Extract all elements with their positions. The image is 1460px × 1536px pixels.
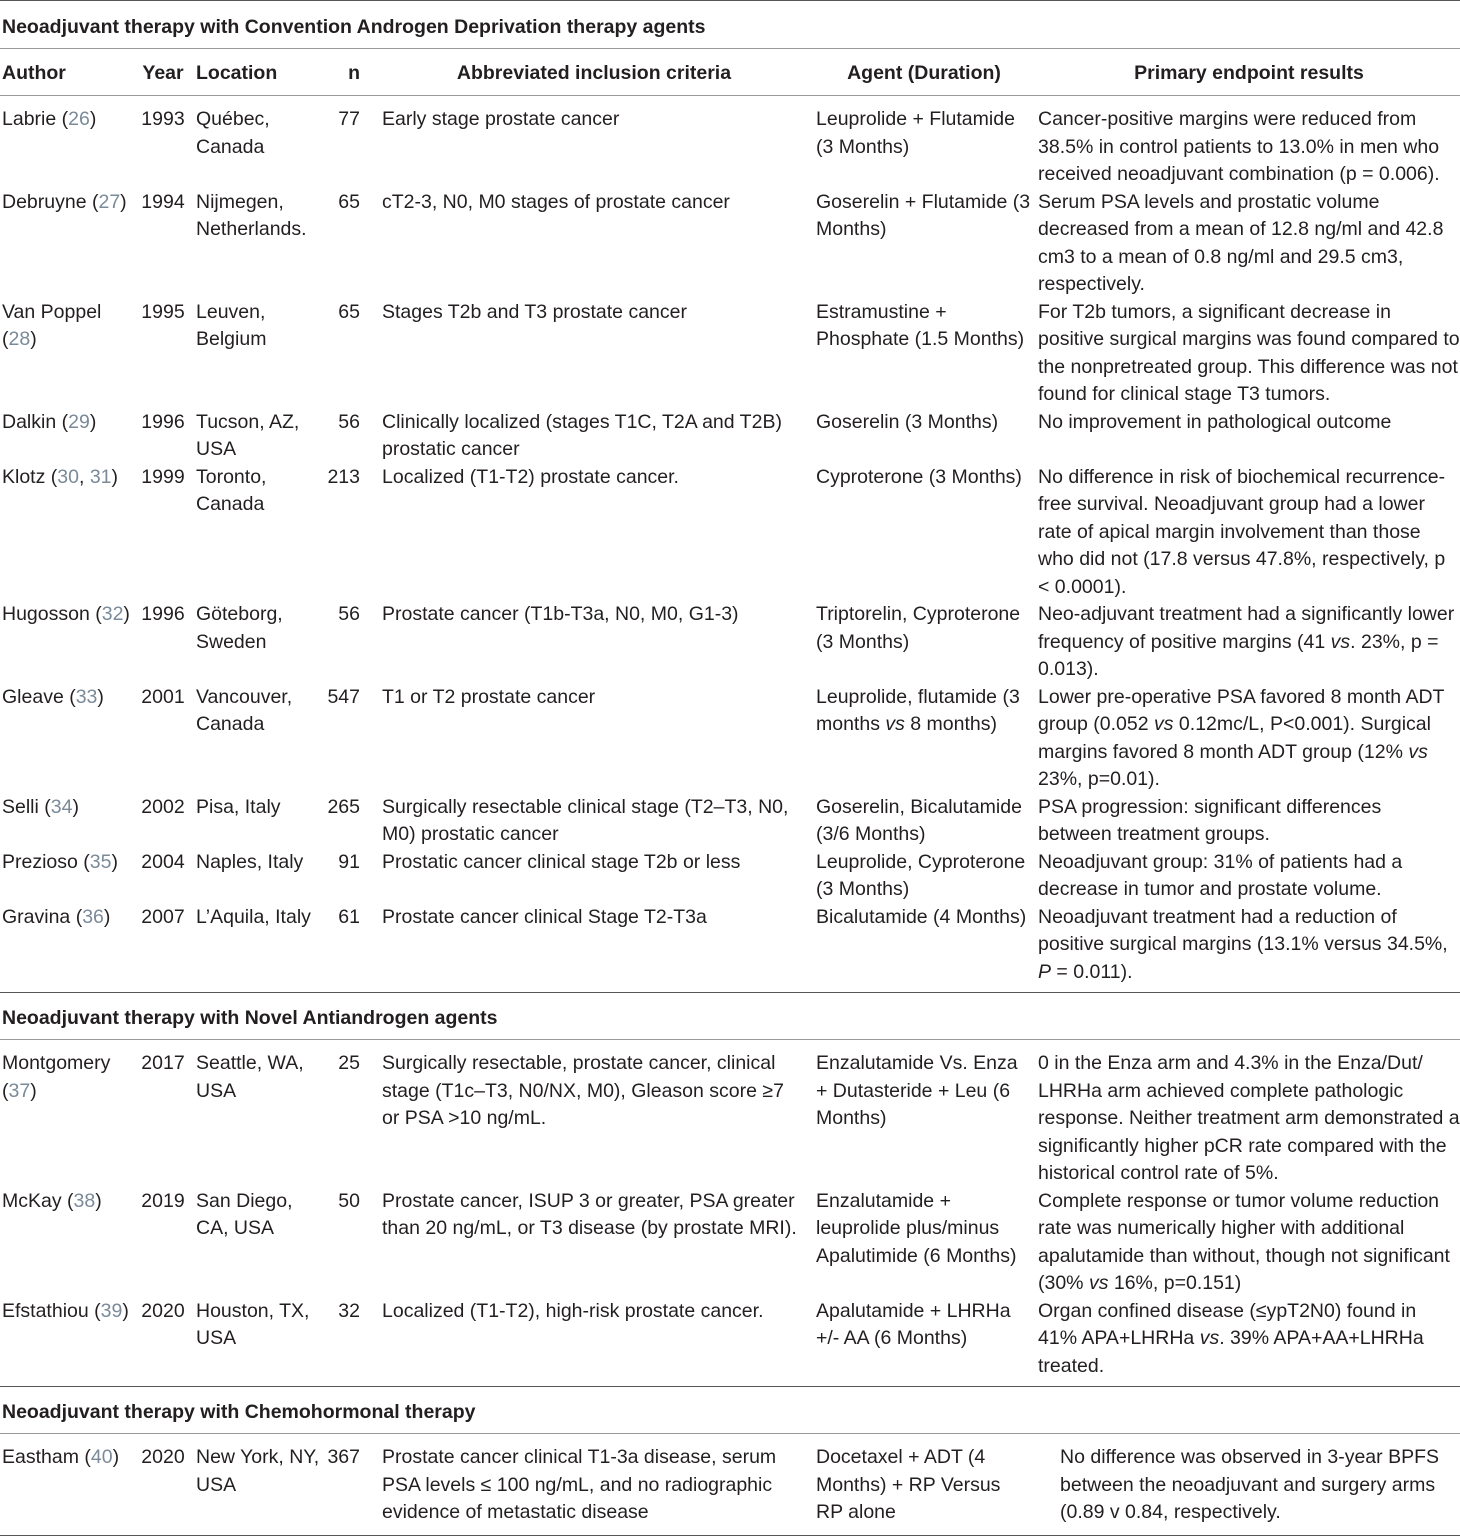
table-row [0,189,1460,299]
results-cell: Complete response or tumor volume reduction rate was numerically higher with additional apalutamide than without, though not significant (30% vs 16%, p=0.151) [1038,1189,1450,1294]
col-header-results: Primary endpoint results [1038,49,1460,96]
agent-cell: Leuprolide + Flutamide (3 Months) [816,108,1015,158]
location-cell: Nijmegen, Netherlands. [196,190,307,240]
agent-cell: Apalutamide + LHRHa +/- AA (6 Months) [816,1299,1011,1349]
results-cell: Serum PSA levels and prostatic volume decreased from a mean of 12.8 ng/ml and 42.8 cm3 to a mean of 0.8 ng/ml and 29.5 cm3, respectively. [1038,190,1444,295]
author-cell: Prezioso (35) [2,850,118,873]
criteria-cell: Localized (T1-T2), high-risk prostate cancer. [382,1299,764,1322]
results-cell: For T2b tumors, a significant decrease in positive surgical margins was found compared to the nonpretreated group. This difference was not found for clinical stage T3 tumors. [1038,300,1460,405]
reference-link[interactable]: 28 [8,328,31,350]
results-cell: No improvement in pathological outcome [1038,410,1392,433]
location-cell: Houston, TX, USA [196,1299,310,1349]
author-cell: Dalkin (29) [2,410,97,433]
location-cell: Toronto, Canada [196,465,267,515]
section-header-chemohormonal [0,1387,1460,1434]
table-row [0,1434,1460,1527]
section-header-conventional-adt [0,1,1460,49]
col-header-year: Year [132,49,194,96]
year-cell: 2002 [141,795,185,818]
n-cell: 265 [327,795,360,818]
reference-link[interactable]: 35 [89,850,112,873]
criteria-cell: Surgically resectable clinical stage (T2–T3, N0, M0) prostatic cancer [382,795,789,845]
agent-cell: Leuprolide, Cyproterone (3 Months) [816,850,1026,900]
results-cell: No difference in risk of biochemical recurrence-free survival. Neoadjuvant group had a lower rate of apical margin involvement than those who did not (17.8 versus 47.8%, respectively, p < 0.0001). [1038,465,1446,598]
agent-cell: Goserelin (3 Months) [816,410,999,433]
reference-link[interactable]: 40 [90,1446,113,1468]
author-cell: Selli (34) [2,795,79,818]
table-row [0,794,1460,849]
n-cell: 65 [338,190,360,213]
reference-link[interactable]: 32 [101,603,124,625]
agent-cell: Enzalutamide + leuprolide plus/minus Apalutimide (6 Months) [816,1189,1017,1267]
table-row [0,299,1460,409]
table-row [0,684,1460,794]
author-cell: McKay (38) [2,1189,102,1212]
reference-link[interactable]: 36 [82,905,104,928]
agent-cell: Goserelin, Bicalutamide (3/6 Months) [816,795,1022,845]
location-cell: Seattle, WA, USA [196,1052,304,1102]
col-header-criteria: Abbreviated inclusion criteria [374,49,816,96]
criteria-cell: Prostate cancer, ISUP 3 or greater, PSA greater than 20 ng/mL, or T3 disease (by prostate MRI). [382,1189,797,1239]
location-cell: Québec, Canada [196,108,270,158]
n-cell: 547 [327,685,360,708]
location-cell: Leuven, Belgium [196,300,267,350]
results-cell: PSA progression: significant differences between treatment groups. [1038,795,1382,845]
criteria-cell: Prostate cancer clinical Stage T2-T3a [382,905,707,928]
reference-link[interactable]: 33 [75,685,98,708]
author-cell: Efstathiou (39) [2,1299,129,1322]
criteria-cell: Prostate cancer (T1b-T3a, N0, M0, G1-3) [382,603,739,625]
col-header-agent: Agent (Duration) [816,49,1038,96]
year-cell: 2017 [141,1052,185,1074]
author-cell: Gleave (33) [2,685,104,708]
results-cell: No difference was observed in 3-year BPFS between the neoadjuvant and surgery arms (0.89 v 0.84, respectively. [1060,1446,1439,1523]
year-cell: 2020 [141,1446,185,1468]
location-cell: L’Aquila, Italy [196,905,311,928]
year-cell: 1999 [141,465,185,488]
author-cell: Klotz (30, 31) [2,465,119,488]
section-header-novel-antiandrogen [0,993,1460,1040]
reference-link[interactable]: 27 [98,190,121,213]
location-cell: New York, NY, USA [196,1446,320,1496]
results-cell: Neoadjuvant group: 31% of patients had a decrease in tumor and prostate volume. [1038,850,1403,900]
table-row [0,464,1460,602]
n-cell: 56 [338,410,360,433]
table-header-row [0,49,1460,96]
results-cell: Organ confined disease (≤ypT2N0) found in 41% APA+LHRHa vs. 39% APA+AA+LHRHa treated. [1038,1299,1424,1377]
n-cell: 65 [338,300,360,323]
table-bottom-rule [0,1527,1460,1536]
author-cell: Labrie (26) [2,108,97,130]
agent-cell: Enzalutamide Vs. Enza + Dutasteride + Leu (6 Months) [816,1052,1018,1129]
col-header-author: Author [0,49,132,96]
author-cell: Debruyne (27) [2,190,127,213]
table-row [0,601,1460,684]
n-cell: 50 [338,1189,360,1212]
section-title: Neoadjuvant therapy with Convention Androgen Deprivation therapy agents [0,1,1460,49]
n-cell: 77 [338,108,360,130]
year-cell: 2020 [141,1299,185,1322]
year-cell: 1993 [141,108,185,130]
agent-cell: Docetaxel + ADT (4 Months) + RP Versus RP alone [816,1446,1001,1523]
reference-link[interactable]: 26 [68,108,90,130]
reference-link[interactable]: 34 [50,795,73,818]
criteria-cell: Localized (T1-T2) prostate cancer. [382,465,679,488]
table-row [0,1298,1460,1387]
author-cell: Van Poppel (28) [2,300,102,350]
year-cell: 1996 [141,410,185,433]
reference-link[interactable]: 30 [57,465,79,488]
author-cell: Eastham (40) [2,1446,120,1468]
n-cell: 367 [327,1446,360,1468]
agent-cell: Leuprolide, flutamide (3 months vs 8 months) [816,685,1020,735]
criteria-cell: Prostatic cancer clinical stage T2b or less [382,850,741,873]
n-cell: 56 [338,603,360,625]
criteria-cell: T1 or T2 prostate cancer [382,685,596,708]
reference-link[interactable]: 31 [89,465,112,488]
table-row [0,1040,1460,1188]
year-cell: 1996 [141,603,185,625]
author-cell: Montgomery (37) [2,1052,111,1102]
results-cell: Cancer-positive margins were reduced from 38.5% in control patients to 13.0% in men who received neoadjuvant combination (p = 0.006). [1038,108,1440,185]
n-cell: 61 [338,905,360,928]
table-row [0,409,1460,464]
author-cell: Gravina (36) [2,905,111,928]
criteria-cell: Early stage prostate cancer [382,108,620,130]
results-cell: 0 in the Enza arm and 4.3% in the Enza/Dut/ LHRHa arm achieved complete pathologic response. Neither treatment arm demonstrated a significantly higher pCR rate compared with the historical control rate of 5%. [1038,1052,1460,1184]
n-cell: 213 [327,465,360,488]
year-cell: 1995 [141,300,185,323]
table-row [0,1188,1460,1298]
reference-link[interactable]: 37 [8,1079,31,1102]
reference-link[interactable]: 39 [100,1299,123,1322]
agent-cell: Triptorelin, Cyproterone (3 Months) [816,603,1021,653]
table-row [0,96,1460,189]
reference-link[interactable]: 29 [68,410,90,433]
results-cell: Neo-adjuvant treatment had a significantly lower frequency of positive margins (41 vs. 23%, p = 0.013). [1038,603,1455,680]
table-row [0,904,1460,993]
year-cell: 2007 [141,905,185,928]
location-cell: Tucson, AZ, USA [196,410,300,460]
criteria-cell: cT2-3, N0, M0 stages of prostate cancer [382,190,730,213]
table-row [0,849,1460,904]
criteria-cell: Prostate cancer clinical T1-3a disease, serum PSA levels ≤ 100 ng/mL, and no radiographic evidence of metastatic disease [382,1446,777,1523]
agent-cell: Estramustine + Phosphate (1.5 Months) [816,300,1025,350]
results-cell: Neoadjuvant treatment had a reduction of positive surgical margins (13.1% versus 34.5%, P = 0.011). [1038,905,1448,983]
section-title: Neoadjuvant therapy with Novel Antiandrogen agents [0,993,1460,1040]
n-cell: 32 [338,1299,360,1322]
criteria-cell: Clinically localized (stages T1C, T2A and T2B) prostatic cancer [382,410,782,460]
agent-cell: Goserelin + Flutamide (3 Months) [816,190,1031,240]
n-cell: 25 [338,1052,360,1074]
section-title: Neoadjuvant therapy with Chemohormonal therapy [0,1387,1460,1434]
reference-link[interactable]: 38 [73,1189,96,1212]
n-cell: 91 [338,850,360,873]
col-header-location: Location [194,49,324,96]
location-cell: Vancouver, Canada [196,685,293,735]
results-cell: Lower pre-operative PSA favored 8 month ADT group (0.052 vs 0.12mc/L, P<0.001). Surgical margins favored 8 month ADT group (12% vs 23%, p=0.01). [1038,685,1445,790]
year-cell: 2001 [141,685,185,708]
criteria-cell: Stages T2b and T3 prostate cancer [382,300,687,323]
location-cell: San Diego, CA, USA [196,1189,293,1239]
agent-cell: Cyproterone (3 Months) [816,465,1022,488]
year-cell: 2019 [141,1189,185,1212]
criteria-cell: Surgically resectable, prostate cancer, clinical stage (T1c–T3, N0/NX, M0), Gleason score ≥7 or PSA >10 ng/mL. [382,1052,784,1129]
author-cell: Hugosson (32) [2,603,130,625]
location-cell: Pisa, Italy [196,795,281,818]
location-cell: Naples, Italy [196,850,304,873]
agent-cell: Bicalutamide (4 Months) [816,905,1027,928]
location-cell: Göteborg, Sweden [196,603,283,653]
col-header-n: n [324,49,374,96]
year-cell: 2004 [141,850,185,873]
year-cell: 1994 [141,190,185,213]
